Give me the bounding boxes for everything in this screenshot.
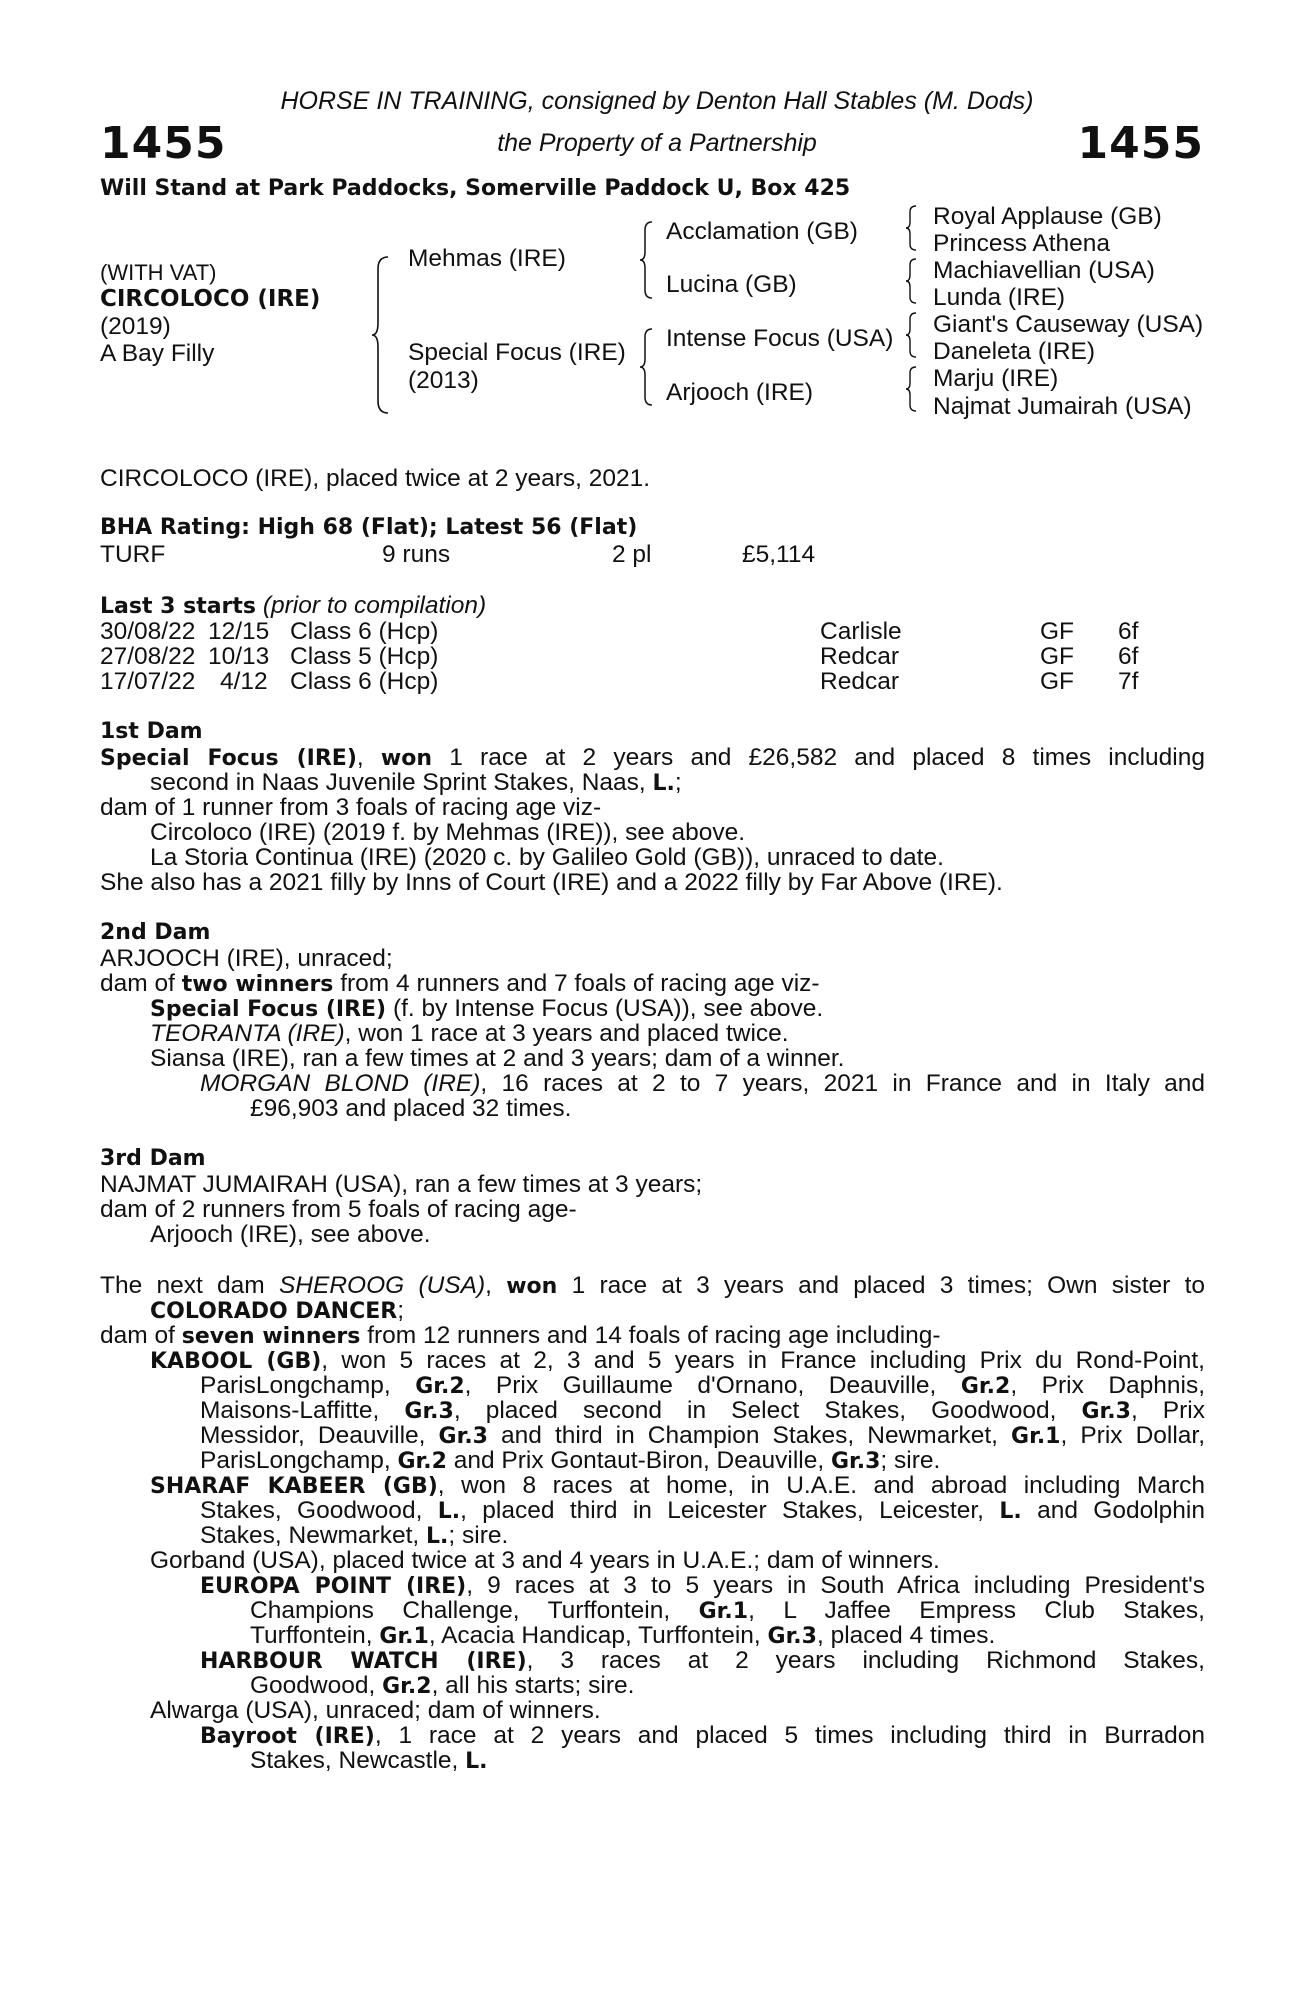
kabool-line3 (200, 1399, 1205, 1424)
start-going: GF (1040, 618, 1075, 645)
text: ; sire. (448, 1522, 509, 1549)
grade-label: L. (652, 771, 675, 796)
text: , L Jaffee Empress Club Stakes, (748, 1597, 1205, 1624)
kabool-line5 (200, 1449, 940, 1474)
pedigree-sds: Machiavellian (USA) (933, 257, 1155, 284)
stand-location: Will Stand at Park Paddocks, Somerville Paddock U, Box 425 (100, 176, 851, 201)
horse-name: CIRCOLOCO (IRE) (100, 286, 321, 312)
grade-label: Gr.3 (404, 1399, 454, 1424)
start-class: Class 5 (Hcp) (290, 643, 439, 670)
pedigree-dds: Marju (IRE) (933, 365, 1059, 392)
text: 1 race at 3 years and placed 3 times; Own sister to (571, 1272, 1206, 1299)
second-dam-line7: £96,903 and placed 32 times. (250, 1095, 572, 1122)
text: , 3 races at 2 years including Richmond Stakes, (526, 1647, 1205, 1674)
text: , placed 4 times. (816, 1622, 996, 1649)
start-course: Carlisle (820, 618, 902, 645)
sister-name: COLORADO DANCER (150, 1299, 398, 1324)
text: and Prix Gontaut-Biron, Deauville, (453, 1447, 825, 1474)
text: , Prix Daphnis, (1010, 1372, 1206, 1399)
grade-label: Gr.3 (1081, 1399, 1131, 1424)
pedigree-brace-dd (906, 365, 920, 413)
text: ParisLongchamp, (200, 1447, 391, 1474)
rating-surface: TURF (100, 541, 166, 568)
pedigree-brace-ds (906, 311, 920, 359)
produce-name: Bayroot (IRE) (200, 1724, 375, 1749)
lot-number-right: 1455 (1077, 118, 1204, 169)
sharaf-line1 (150, 1474, 1205, 1499)
pedigree-brace-sd (906, 257, 920, 305)
pedigree-ddd: Najmat Jumairah (USA) (933, 393, 1192, 420)
grade-label: L. (465, 1749, 488, 1774)
header-property: the Property of a Partnership (497, 129, 817, 157)
punct: , (485, 1272, 492, 1299)
harbour-line1 (200, 1649, 1205, 1674)
text: , won 1 race at 3 years and placed twice. (344, 1020, 789, 1047)
text: Stakes, Newmarket, (200, 1522, 420, 1549)
start-going: GF (1040, 643, 1075, 670)
next-dam-line3 (100, 1324, 941, 1349)
text: , 16 races at 2 to 7 years, 2021 in France and in Italy and (480, 1070, 1205, 1097)
start-date: 27/08/22 (100, 643, 196, 670)
third-dam-line3: Arjooch (IRE), see above. (150, 1221, 431, 1248)
text: and Godolphin (1037, 1497, 1206, 1524)
second-dam-line1: ARJOOCH (IRE), unraced; (100, 945, 393, 972)
punct: ; (674, 769, 682, 796)
produce-name: MORGAN BLOND (IRE) (200, 1070, 481, 1097)
grade-label: Gr.3 (438, 1424, 488, 1449)
start-course: Redcar (820, 643, 899, 670)
pedigree-sire: Mehmas (IRE) (408, 245, 566, 272)
grade-label: Gr.3 (767, 1624, 817, 1649)
second-dam-line5: Siansa (IRE), ran a few times at 2 and 3 years; dam of a winner. (150, 1045, 845, 1072)
first-dam-line3: dam of 1 runner from 3 foals of racing age viz- (100, 794, 602, 821)
dam-record: 1 race at 2 years and £26,582 and placed 8 times including (449, 744, 1205, 771)
pedigree-sire-dam: Lucina (GB) (666, 271, 797, 298)
dam-name: SHEROOG (USA) (278, 1272, 486, 1299)
last-starts-title: Last 3 starts (100, 594, 257, 619)
europa-line3 (250, 1624, 995, 1649)
start-course: Redcar (820, 668, 899, 695)
grade-label: Gr.2 (382, 1674, 432, 1699)
third-dam-line2: dam of 2 runners from 5 foals of racing age- (100, 1196, 577, 1223)
start-date: 17/07/22 (100, 668, 196, 695)
rating-runs: 9 runs (382, 541, 451, 568)
grade-label: Gr.3 (830, 1449, 881, 1474)
pedigree-brace-dam (640, 327, 656, 407)
text: , Acacia Handicap, Turffontein, (428, 1622, 761, 1649)
horse-year: (2019) (100, 313, 171, 340)
pedigree-dsd: Daneleta (IRE) (933, 338, 1096, 365)
last-starts-note: (prior to compilation) (262, 592, 487, 619)
pedigree-dam-sire: Intense Focus (USA) (666, 325, 894, 352)
dam-name: Special Focus (IRE) (100, 746, 357, 771)
pedigree-brace-sire (640, 220, 656, 300)
next-dam-line2 (150, 1299, 404, 1324)
harbour-line2 (250, 1674, 634, 1699)
next-dam-line1 (100, 1274, 1205, 1299)
text: , 9 races at 3 to 5 years in South Africa including President's (466, 1572, 1205, 1599)
text: ; sire. (880, 1447, 941, 1474)
start-date: 30/08/22 (100, 618, 196, 645)
text: Champions Challenge, Turffontein, (250, 1597, 671, 1624)
horse-description: A Bay Filly (100, 340, 215, 367)
alwarga-line: Alwarga (USA), unraced; dam of winners. (150, 1697, 601, 1724)
bha-rating: BHA Rating: High 68 (Flat); Latest 56 (Flat) (100, 515, 638, 540)
race-summary: CIRCOLOCO (IRE), placed twice at 2 years, 2021. (100, 465, 651, 492)
grade-label: Gr.1 (379, 1624, 429, 1649)
grade-label: Gr.2 (397, 1449, 447, 1474)
text: from 4 runners and 7 foals of racing age viz- (340, 970, 820, 997)
start-position: 12/15 (208, 618, 270, 645)
header-consignor: HORSE IN TRAINING, consigned by Denton Hall Stables (M. Dods) (280, 87, 1034, 115)
text: , 1 race at 2 years and placed 5 times including third in Burradon (374, 1722, 1205, 1749)
start-going: GF (1040, 668, 1075, 695)
text: Messidor, Deauville, (200, 1422, 426, 1449)
pedigree-dam-year: (2013) (408, 367, 479, 394)
europa-line1 (200, 1574, 1205, 1599)
first-dam-heading: 1st Dam (100, 719, 203, 744)
won-label: won (506, 1274, 558, 1299)
first-dam-line2 (150, 771, 682, 796)
winners-label: two winners (181, 972, 334, 997)
second-dam-line4 (150, 1022, 789, 1047)
text: dam of (100, 1322, 175, 1349)
sharaf-line2 (200, 1499, 1205, 1524)
first-dam-line1: Special Focus (IRE), won 1 race at 2 years and £26,582 and placed 8 times including (100, 744, 1205, 771)
produce-name: KABOOL (GB) (150, 1349, 322, 1374)
grade-label: L. (426, 1524, 449, 1549)
kabool-line1 (150, 1349, 1205, 1374)
text: (f. by Intense Focus (USA)), see above. (392, 995, 824, 1022)
won-label: won (380, 746, 433, 771)
grade-label: Gr.1 (698, 1599, 749, 1624)
winners-label: seven winners (181, 1324, 361, 1349)
text: , Prix Guillaume d'Ornano, Deauville, (464, 1372, 937, 1399)
start-class: Class 6 (Hcp) (290, 618, 439, 645)
pedigree-brace-main (372, 255, 392, 415)
start-distance: 6f (1118, 643, 1139, 670)
second-dam-line3 (150, 997, 823, 1022)
pedigree-dam: Special Focus (IRE) (408, 339, 626, 366)
second-dam-heading: 2nd Dam (100, 920, 211, 945)
text: Goodwood, (250, 1672, 376, 1699)
kabool-line2 (200, 1374, 1205, 1399)
text: , placed third in Leicester Stakes, Leicester, (460, 1497, 984, 1524)
start-distance: 7f (1118, 668, 1139, 695)
pedigree-sire-sire: Acclamation (GB) (666, 218, 858, 245)
grade-label: L. (437, 1499, 461, 1524)
text: , won 5 races at 2, 3 and 5 years in France including Prix du Rond-Point, (321, 1347, 1205, 1374)
second-dam-line2 (100, 972, 820, 997)
rating-placed: 2 pl (612, 541, 652, 568)
text: The next dam (100, 1272, 265, 1299)
start-position: 4/12 (220, 668, 268, 695)
grade-label: L. (999, 1499, 1022, 1524)
race-text: second in Naas Juvenile Sprint Stakes, Naas, (150, 769, 646, 796)
bayroot-line2 (250, 1749, 488, 1774)
bayroot-line1 (200, 1724, 1205, 1749)
last-starts-heading (100, 594, 486, 619)
produce-name: Special Focus (IRE) (150, 997, 387, 1022)
grade-label: Gr.2 (415, 1374, 465, 1399)
first-dam-produce-2: La Storia Continua (IRE) (2020 c. by Galileo Gold (GB)), unraced to date. (150, 844, 944, 871)
kabool-line4 (200, 1424, 1205, 1449)
start-position: 10/13 (208, 643, 270, 670)
pedigree-dam-dam: Arjooch (IRE) (666, 379, 814, 406)
text: dam of (100, 970, 175, 997)
text: Maisons-Laffitte, (200, 1397, 380, 1424)
text: from 12 runners and 14 foals of racing age including- (367, 1322, 941, 1349)
text: and third in Champion Stakes, Newmarket, (501, 1422, 998, 1449)
text: ParisLongchamp, (200, 1372, 391, 1399)
produce-name: TEORANTA (IRE) (150, 1020, 345, 1047)
pedigree-sss: Royal Applause (GB) (933, 203, 1162, 230)
third-dam-line1: NAJMAT JUMAIRAH (USA), ran a few times at 3 years; (100, 1171, 703, 1198)
europa-line2 (250, 1599, 1205, 1624)
second-dam-line6 (200, 1072, 1205, 1097)
grade-label: Gr.1 (1011, 1424, 1061, 1449)
text: , placed second in Select Stakes, Goodwood, (453, 1397, 1057, 1424)
punct: ; (397, 1297, 405, 1324)
pedigree-dss: Giant's Causeway (USA) (933, 311, 1204, 338)
text: , all his starts; sire. (431, 1672, 635, 1699)
rating-earnings: £5,114 (742, 541, 816, 568)
sharaf-line3 (200, 1524, 508, 1549)
pedigree-brace-ss (906, 204, 920, 252)
pedigree-sdd: Lunda (IRE) (933, 284, 1066, 311)
text: , won 8 races at home, in U.A.E. and abroad including March (437, 1472, 1205, 1499)
text: , Prix (1130, 1397, 1206, 1424)
pedigree-ssd: Princess Athena (933, 230, 1111, 257)
start-distance: 6f (1118, 618, 1139, 645)
produce-name: EUROPA POINT (IRE) (200, 1574, 467, 1599)
first-dam-line6: She also has a 2021 filly by Inns of Court (IRE) and a 2022 filly by Far Above (IRE). (100, 869, 1003, 896)
start-class: Class 6 (Hcp) (290, 668, 439, 695)
text: Turffontein, (250, 1622, 373, 1649)
produce-name: HARBOUR WATCH (IRE) (200, 1649, 527, 1674)
third-dam-heading: 3rd Dam (100, 1146, 206, 1171)
vat-note: (WITH VAT) (100, 260, 217, 285)
gorband-line: Gorband (USA), placed twice at 3 and 4 years in U.A.E.; dam of winners. (150, 1547, 940, 1574)
text: Stakes, Goodwood, (200, 1497, 423, 1524)
produce-name: SHARAF KABEER (GB) (150, 1474, 438, 1499)
text: Stakes, Newcastle, (250, 1747, 459, 1774)
first-dam-produce-1: Circoloco (IRE) (2019 f. by Mehmas (IRE)), see above. (150, 819, 746, 846)
text: , Prix Dollar, (1060, 1422, 1206, 1449)
lot-number-left: 1455 (100, 118, 227, 169)
grade-label: Gr.2 (960, 1374, 1011, 1399)
